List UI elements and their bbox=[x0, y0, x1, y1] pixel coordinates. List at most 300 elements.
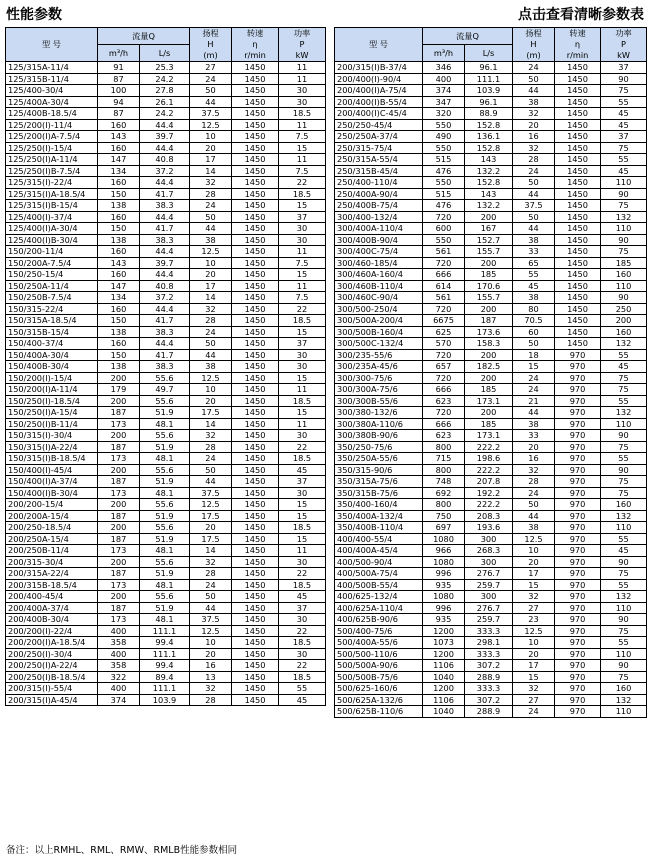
table-row bbox=[6, 568, 326, 580]
cell-flow-m3h: 1040 bbox=[423, 671, 465, 683]
cell-flow-ls: 51.9 bbox=[140, 533, 190, 545]
cell-speed: 1450 bbox=[232, 614, 279, 626]
cell-speed: 970 bbox=[555, 361, 601, 373]
cell-flow-m3h: 138 bbox=[98, 234, 140, 246]
table-row bbox=[6, 671, 326, 683]
cell-power: 11 bbox=[279, 280, 326, 292]
cell-model: 200/250B-11/4 bbox=[6, 545, 98, 557]
cell-power: 110 bbox=[601, 177, 647, 189]
cell-speed: 1450 bbox=[232, 315, 279, 327]
cell-speed: 1450 bbox=[232, 430, 279, 442]
header-model: 型 号 bbox=[335, 28, 423, 62]
cell-speed: 970 bbox=[555, 602, 601, 614]
cell-speed: 1450 bbox=[232, 545, 279, 557]
cell-power: 11 bbox=[279, 119, 326, 131]
cell-power: 110 bbox=[601, 280, 647, 292]
cell-model: 200/400(I)A-75/4 bbox=[335, 85, 423, 97]
table-row bbox=[335, 85, 647, 97]
cell-head: 44 bbox=[513, 510, 555, 522]
cell-power: 90 bbox=[601, 556, 647, 568]
cell-model: 150/200A-7.5/4 bbox=[6, 257, 98, 269]
cell-model: 350/315-90/6 bbox=[335, 464, 423, 476]
cell-speed: 1450 bbox=[555, 154, 601, 166]
cell-model: 200/400-45/4 bbox=[6, 591, 98, 603]
cell-flow-m3h: 160 bbox=[98, 119, 140, 131]
cell-power: 132 bbox=[601, 694, 647, 706]
cell-speed: 1450 bbox=[555, 142, 601, 154]
table-row bbox=[6, 280, 326, 292]
table-row bbox=[6, 602, 326, 614]
cell-model: 200/315B-18.5/4 bbox=[6, 579, 98, 591]
cell-flow-ls: 41.7 bbox=[140, 315, 190, 327]
cell-model: 500/625B-110/6 bbox=[335, 706, 423, 718]
cell-flow-m3h: 160 bbox=[98, 303, 140, 315]
table-row bbox=[6, 522, 326, 534]
cell-flow-m3h: 94 bbox=[98, 96, 140, 108]
cell-speed: 1450 bbox=[232, 671, 279, 683]
cell-flow-m3h: 200 bbox=[98, 556, 140, 568]
cell-flow-m3h: 150 bbox=[98, 315, 140, 327]
table-row bbox=[335, 648, 647, 660]
cell-model: 150/315B-15/4 bbox=[6, 326, 98, 338]
cell-power: 18.5 bbox=[279, 108, 326, 120]
cell-model: 150/315(I)A-22/4 bbox=[6, 441, 98, 453]
table-row bbox=[335, 108, 647, 120]
cell-flow-ls: 185 bbox=[465, 418, 513, 430]
cell-flow-ls: 51.9 bbox=[140, 568, 190, 580]
table-row bbox=[335, 349, 647, 361]
cell-head: 37.5 bbox=[513, 200, 555, 212]
cell-head: 38 bbox=[190, 234, 232, 246]
cell-speed: 1450 bbox=[232, 556, 279, 568]
cell-flow-ls: 300 bbox=[465, 591, 513, 603]
cell-model: 500/625-160/6 bbox=[335, 683, 423, 695]
cell-model: 250/250-45/4 bbox=[335, 119, 423, 131]
table-row bbox=[6, 257, 326, 269]
cell-head: 44 bbox=[190, 349, 232, 361]
cell-speed: 1450 bbox=[555, 223, 601, 235]
cell-power: 18.5 bbox=[279, 637, 326, 649]
cell-head: 17 bbox=[513, 568, 555, 580]
cell-flow-m3h: 173 bbox=[98, 418, 140, 430]
cell-model: 125/400(I)A-30/4 bbox=[6, 223, 98, 235]
cell-flow-ls: 44.4 bbox=[140, 142, 190, 154]
cell-speed: 970 bbox=[555, 568, 601, 580]
cell-head: 27 bbox=[190, 62, 232, 74]
cell-flow-m3h: 6675 bbox=[423, 315, 465, 327]
cell-head: 65 bbox=[513, 257, 555, 269]
table-row bbox=[6, 73, 326, 85]
cell-speed: 970 bbox=[555, 648, 601, 660]
cell-model: 125/315(I)B-15/4 bbox=[6, 200, 98, 212]
cell-flow-ls: 39.7 bbox=[140, 131, 190, 143]
cell-flow-ls: 158.3 bbox=[465, 338, 513, 350]
cell-model: 150/400(I)B-30/4 bbox=[6, 487, 98, 499]
cell-power: 22 bbox=[279, 625, 326, 637]
table-row bbox=[335, 361, 647, 373]
cell-flow-m3h: 374 bbox=[423, 85, 465, 97]
cell-power: 7.5 bbox=[279, 292, 326, 304]
cell-head: 28 bbox=[513, 476, 555, 488]
cell-head: 50 bbox=[513, 338, 555, 350]
cell-power: 132 bbox=[601, 510, 647, 522]
cell-flow-ls: 200 bbox=[465, 349, 513, 361]
cell-power: 15 bbox=[279, 269, 326, 281]
cell-flow-m3h: 666 bbox=[423, 384, 465, 396]
spec-table-right bbox=[334, 27, 647, 718]
table-row bbox=[6, 223, 326, 235]
cell-flow-m3h: 200 bbox=[98, 395, 140, 407]
cell-model: 200/315(I)-55/4 bbox=[6, 683, 98, 695]
cell-head: 24 bbox=[190, 453, 232, 465]
cell-flow-m3h: 160 bbox=[98, 338, 140, 350]
cell-flow-ls: 200 bbox=[465, 211, 513, 223]
cell-flow-m3h: 147 bbox=[98, 280, 140, 292]
cell-flow-m3h: 134 bbox=[98, 165, 140, 177]
cell-head: 28 bbox=[513, 154, 555, 166]
table-row bbox=[335, 177, 647, 189]
cell-flow-m3h: 87 bbox=[98, 108, 140, 120]
cell-power: 90 bbox=[601, 464, 647, 476]
cell-head: 20 bbox=[190, 142, 232, 154]
cell-flow-ls: 44.4 bbox=[140, 338, 190, 350]
cell-flow-ls: 44.4 bbox=[140, 177, 190, 189]
table-row bbox=[6, 211, 326, 223]
cell-power: 37 bbox=[601, 62, 647, 74]
cell-power: 15 bbox=[279, 142, 326, 154]
table-row bbox=[335, 303, 647, 315]
cell-model: 300/400C-75/4 bbox=[335, 246, 423, 258]
cell-flow-m3h: 91 bbox=[98, 62, 140, 74]
cell-speed: 1450 bbox=[232, 154, 279, 166]
cell-head: 17 bbox=[190, 154, 232, 166]
cell-flow-m3h: 625 bbox=[423, 326, 465, 338]
cell-head: 10 bbox=[513, 545, 555, 557]
table-row bbox=[335, 315, 647, 327]
cell-flow-m3h: 550 bbox=[423, 177, 465, 189]
table-row bbox=[335, 453, 647, 465]
cell-head: 50 bbox=[513, 211, 555, 223]
cell-model: 150/250(I)-18.5/4 bbox=[6, 395, 98, 407]
cell-power: 11 bbox=[279, 246, 326, 258]
cell-flow-ls: 111.1 bbox=[465, 73, 513, 85]
cell-flow-m3h: 200 bbox=[98, 522, 140, 534]
table-row bbox=[335, 372, 647, 384]
cell-head: 20 bbox=[190, 522, 232, 534]
cell-model: 250/400-110/4 bbox=[335, 177, 423, 189]
table-row bbox=[6, 614, 326, 626]
cell-model: 200/250(I)A-22/4 bbox=[6, 660, 98, 672]
table-row bbox=[6, 338, 326, 350]
cell-model: 350/315A-75/6 bbox=[335, 476, 423, 488]
cell-model: 300/300B-55/6 bbox=[335, 395, 423, 407]
cell-model: 400/500A-75/4 bbox=[335, 568, 423, 580]
table-row bbox=[335, 280, 647, 292]
cell-model: 125/250(I)-15/4 bbox=[6, 142, 98, 154]
cell-power: 30 bbox=[279, 430, 326, 442]
cell-power: 75 bbox=[601, 487, 647, 499]
cell-model: 200/400(I)C-45/4 bbox=[335, 108, 423, 120]
cell-power: 30 bbox=[279, 648, 326, 660]
cell-flow-ls: 276.7 bbox=[465, 602, 513, 614]
view-clear-table-link[interactable]: 点击查看清晰参数表 bbox=[518, 7, 644, 23]
header-flow-ls: L/s bbox=[465, 45, 513, 62]
cell-flow-m3h: 800 bbox=[423, 441, 465, 453]
cell-model: 150/400(I)-45/4 bbox=[6, 464, 98, 476]
cell-flow-ls: 48.1 bbox=[140, 418, 190, 430]
table-row bbox=[6, 453, 326, 465]
cell-model: 200/200(I)A-18.5/4 bbox=[6, 637, 98, 649]
cell-power: 110 bbox=[601, 648, 647, 660]
header-head: 扬程 H (m) bbox=[513, 28, 555, 62]
cell-head: 10 bbox=[190, 637, 232, 649]
table-row bbox=[6, 142, 326, 154]
cell-head: 17 bbox=[190, 280, 232, 292]
cell-flow-m3h: 374 bbox=[98, 694, 140, 706]
cell-power: 37 bbox=[279, 476, 326, 488]
cell-speed: 970 bbox=[555, 706, 601, 718]
cell-power: 45 bbox=[601, 108, 647, 120]
cell-flow-ls: 96.1 bbox=[465, 62, 513, 74]
cell-flow-m3h: 160 bbox=[98, 211, 140, 223]
cell-power: 18.5 bbox=[279, 188, 326, 200]
cell-head: 17.5 bbox=[190, 510, 232, 522]
table-row bbox=[335, 694, 647, 706]
cell-head: 12.5 bbox=[190, 372, 232, 384]
cell-flow-ls: 99.4 bbox=[140, 637, 190, 649]
cell-flow-ls: 200 bbox=[465, 372, 513, 384]
table-row bbox=[6, 418, 326, 430]
cell-flow-ls: 152.8 bbox=[465, 119, 513, 131]
cell-flow-ls: 55.6 bbox=[140, 464, 190, 476]
cell-power: 15 bbox=[279, 499, 326, 511]
cell-speed: 1450 bbox=[555, 280, 601, 292]
cell-model: 150/250B-7.5/4 bbox=[6, 292, 98, 304]
cell-power: 30 bbox=[279, 96, 326, 108]
cell-head: 32 bbox=[513, 591, 555, 603]
cell-head: 21 bbox=[513, 395, 555, 407]
cell-speed: 970 bbox=[555, 499, 601, 511]
cell-model: 200/400B-30/4 bbox=[6, 614, 98, 626]
cell-flow-ls: 55.6 bbox=[140, 591, 190, 603]
cell-head: 14 bbox=[190, 165, 232, 177]
cell-flow-ls: 173.6 bbox=[465, 326, 513, 338]
cell-speed: 1450 bbox=[232, 510, 279, 522]
cell-power: 55 bbox=[601, 349, 647, 361]
cell-flow-ls: 259.7 bbox=[465, 614, 513, 626]
cell-flow-ls: 55.6 bbox=[140, 372, 190, 384]
cell-flow-m3h: 666 bbox=[423, 269, 465, 281]
table-row bbox=[6, 246, 326, 258]
cell-power: 160 bbox=[601, 683, 647, 695]
cell-speed: 970 bbox=[555, 372, 601, 384]
table-row bbox=[6, 510, 326, 522]
cell-speed: 1450 bbox=[232, 499, 279, 511]
cell-speed: 1450 bbox=[555, 188, 601, 200]
cell-speed: 1450 bbox=[232, 407, 279, 419]
table-row bbox=[6, 648, 326, 660]
cell-speed: 1450 bbox=[232, 683, 279, 695]
cell-power: 30 bbox=[279, 614, 326, 626]
cell-flow-m3h: 358 bbox=[98, 637, 140, 649]
cell-flow-ls: 51.9 bbox=[140, 476, 190, 488]
cell-flow-ls: 268.3 bbox=[465, 545, 513, 557]
cell-speed: 1450 bbox=[232, 280, 279, 292]
cell-flow-m3h: 1200 bbox=[423, 648, 465, 660]
cell-power: 75 bbox=[601, 246, 647, 258]
cell-head: 38 bbox=[190, 361, 232, 373]
table-row bbox=[6, 269, 326, 281]
table-row bbox=[335, 602, 647, 614]
cell-flow-m3h: 187 bbox=[98, 476, 140, 488]
cell-speed: 1450 bbox=[232, 246, 279, 258]
table-row bbox=[6, 303, 326, 315]
table-row bbox=[6, 430, 326, 442]
cell-power: 55 bbox=[601, 579, 647, 591]
cell-speed: 1450 bbox=[232, 660, 279, 672]
cell-flow-m3h: 697 bbox=[423, 522, 465, 534]
cell-speed: 1450 bbox=[232, 361, 279, 373]
cell-power: 18.5 bbox=[279, 671, 326, 683]
cell-flow-ls: 24.2 bbox=[140, 108, 190, 120]
cell-flow-m3h: 400 bbox=[98, 648, 140, 660]
table-row bbox=[335, 545, 647, 557]
cell-flow-ls: 24.2 bbox=[140, 73, 190, 85]
cell-model: 400/400-55/4 bbox=[335, 533, 423, 545]
cell-head: 20 bbox=[190, 648, 232, 660]
cell-head: 32 bbox=[513, 142, 555, 154]
table-row bbox=[6, 556, 326, 568]
cell-flow-ls: 44.4 bbox=[140, 303, 190, 315]
cell-power: 11 bbox=[279, 73, 326, 85]
cell-model: 125/200(I)A-7.5/4 bbox=[6, 131, 98, 143]
cell-speed: 1450 bbox=[555, 234, 601, 246]
cell-flow-m3h: 150 bbox=[98, 349, 140, 361]
cell-flow-ls: 200 bbox=[465, 257, 513, 269]
cell-model: 400/500B-55/4 bbox=[335, 579, 423, 591]
cell-power: 75 bbox=[601, 476, 647, 488]
cell-head: 14 bbox=[190, 418, 232, 430]
cell-model: 125/400-30/4 bbox=[6, 85, 98, 97]
cell-speed: 1450 bbox=[232, 694, 279, 706]
cell-head: 50 bbox=[513, 499, 555, 511]
cell-power: 90 bbox=[601, 292, 647, 304]
cell-head: 20 bbox=[513, 119, 555, 131]
cell-flow-m3h: 720 bbox=[423, 349, 465, 361]
cell-speed: 970 bbox=[555, 430, 601, 442]
cell-power: 75 bbox=[601, 142, 647, 154]
cell-flow-ls: 222.2 bbox=[465, 441, 513, 453]
cell-speed: 1450 bbox=[232, 223, 279, 235]
cell-model: 250/400A-90/4 bbox=[335, 188, 423, 200]
cell-speed: 1450 bbox=[232, 533, 279, 545]
cell-speed: 1450 bbox=[232, 73, 279, 85]
table-row bbox=[335, 338, 647, 350]
cell-flow-m3h: 320 bbox=[423, 108, 465, 120]
cell-flow-ls: 173.1 bbox=[465, 430, 513, 442]
table-row bbox=[6, 200, 326, 212]
cell-flow-m3h: 623 bbox=[423, 430, 465, 442]
cell-flow-ls: 41.7 bbox=[140, 223, 190, 235]
cell-model: 200/315(I)B-37/4 bbox=[335, 62, 423, 74]
cell-flow-m3h: 800 bbox=[423, 499, 465, 511]
cell-flow-m3h: 1080 bbox=[423, 533, 465, 545]
cell-speed: 970 bbox=[555, 522, 601, 534]
cell-flow-m3h: 358 bbox=[98, 660, 140, 672]
cell-speed: 1450 bbox=[232, 177, 279, 189]
cell-speed: 970 bbox=[555, 683, 601, 695]
cell-flow-m3h: 200 bbox=[98, 430, 140, 442]
cell-speed: 1450 bbox=[232, 142, 279, 154]
table-row bbox=[335, 487, 647, 499]
cell-flow-ls: 187 bbox=[465, 315, 513, 327]
cell-speed: 1450 bbox=[232, 384, 279, 396]
cell-power: 55 bbox=[601, 395, 647, 407]
cell-flow-ls: 40.8 bbox=[140, 154, 190, 166]
cell-flow-ls: 99.4 bbox=[140, 660, 190, 672]
table-row bbox=[335, 568, 647, 580]
cell-flow-ls: 143 bbox=[465, 188, 513, 200]
cell-power: 11 bbox=[279, 154, 326, 166]
cell-flow-ls: 48.1 bbox=[140, 453, 190, 465]
cell-flow-m3h: 200 bbox=[98, 591, 140, 603]
cell-flow-ls: 51.9 bbox=[140, 510, 190, 522]
cell-speed: 970 bbox=[555, 614, 601, 626]
cell-flow-ls: 132.2 bbox=[465, 200, 513, 212]
cell-head: 16 bbox=[190, 660, 232, 672]
cell-power: 75 bbox=[601, 200, 647, 212]
cell-speed: 970 bbox=[555, 533, 601, 545]
cell-flow-ls: 55.6 bbox=[140, 522, 190, 534]
table-row bbox=[335, 476, 647, 488]
cell-flow-ls: 103.9 bbox=[140, 694, 190, 706]
table-row bbox=[6, 361, 326, 373]
cell-model: 250/315-75/4 bbox=[335, 142, 423, 154]
cell-model: 200/400(I)B-55/4 bbox=[335, 96, 423, 108]
cell-speed: 1450 bbox=[232, 487, 279, 499]
cell-flow-m3h: 550 bbox=[423, 142, 465, 154]
cell-flow-m3h: 187 bbox=[98, 568, 140, 580]
cell-head: 50 bbox=[513, 177, 555, 189]
table-row bbox=[6, 683, 326, 695]
cell-flow-ls: 44.4 bbox=[140, 119, 190, 131]
cell-power: 75 bbox=[601, 671, 647, 683]
cell-model: 200/315A-22/4 bbox=[6, 568, 98, 580]
cell-model: 300/460A-160/4 bbox=[335, 269, 423, 281]
cell-power: 200 bbox=[601, 315, 647, 327]
cell-model: 350/250A-55/6 bbox=[335, 453, 423, 465]
cell-flow-ls: 143 bbox=[465, 154, 513, 166]
cell-power: 55 bbox=[601, 637, 647, 649]
cell-speed: 1450 bbox=[555, 292, 601, 304]
cell-model: 125/250(I)B-7.5/4 bbox=[6, 165, 98, 177]
cell-model: 125/315(I)A-18.5/4 bbox=[6, 188, 98, 200]
cell-speed: 970 bbox=[555, 510, 601, 522]
cell-flow-ls: 185 bbox=[465, 384, 513, 396]
cell-model: 300/460B-110/4 bbox=[335, 280, 423, 292]
cell-flow-m3h: 179 bbox=[98, 384, 140, 396]
cell-speed: 1450 bbox=[555, 177, 601, 189]
cell-speed: 1450 bbox=[555, 326, 601, 338]
table-row bbox=[6, 545, 326, 557]
cell-speed: 1450 bbox=[555, 62, 601, 74]
cell-model: 125/400(I)-37/4 bbox=[6, 211, 98, 223]
table-row bbox=[6, 154, 326, 166]
cell-speed: 1450 bbox=[232, 269, 279, 281]
cell-flow-ls: 259.7 bbox=[465, 579, 513, 591]
cell-speed: 1450 bbox=[232, 303, 279, 315]
cell-head: 60 bbox=[513, 326, 555, 338]
